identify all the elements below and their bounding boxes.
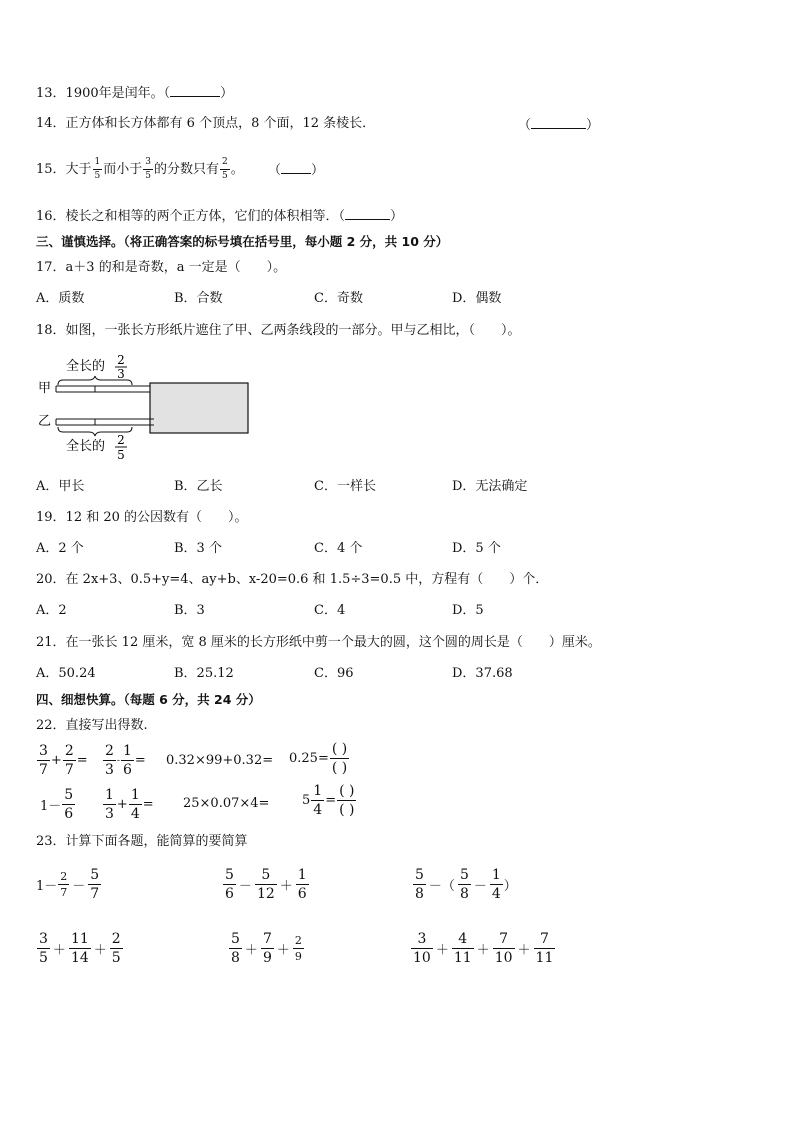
paper-rectangle xyxy=(150,383,248,433)
option-d[interactable]: D．5 个 xyxy=(452,541,501,556)
question-22: 22．直接写出得数. xyxy=(36,718,148,733)
q22-expression-4: 0.25= $\frac{( )}{( )}$ xyxy=(289,741,348,776)
answer-blank[interactable] xyxy=(281,160,311,174)
q23-expression-2: $\frac{5}{6}$ － $\frac{5}{12}$ ＋ $\frac{1}{6}$ xyxy=(225,867,307,902)
question-20: 20．在 2x+3、0.5+y=4、ay+b、x-20=0.6 和 1.5÷3=0.5 中，方程有（ ）个． xyxy=(36,572,549,587)
bottom-label-text: 全长的 xyxy=(66,439,106,454)
section-4-title: 四、细想快算。（每题 6 分，共 24 分） xyxy=(36,692,261,707)
question-15: 15．大于 $\frac{1}{5}$ 而小于 $\frac{3}{5}$ 的分数只有 $\frac{2}{5}$ 。 xyxy=(36,157,244,181)
segment-figure xyxy=(36,353,256,465)
q22-expression-7: 25×0.07×4= xyxy=(183,796,270,811)
answer-blank[interactable] xyxy=(170,83,220,97)
question-19: 19．12 和 20 的公因数有（ ）。 xyxy=(36,510,248,525)
q22-expression-6: $\frac{1}{3}$ + $\frac{1}{4}$ = xyxy=(105,787,154,822)
question-23: 23．计算下面各题，能简算的要简算 xyxy=(36,834,248,849)
question-16: 16．棱长之和相等的两个正方体，它们的体积相等．（ ） xyxy=(36,206,403,226)
q22-expression-3: 0.32×99+0.32= xyxy=(166,753,274,768)
option-b[interactable]: B．乙长 xyxy=(174,479,223,494)
option-b[interactable]: B．合数 xyxy=(174,291,223,306)
label-yi: 乙 xyxy=(38,414,52,429)
question-13: 13．1900年是闰年。（ ） xyxy=(36,83,233,103)
question-18: 18．如图，一张长方形纸片遮住了甲、乙两条线段的一部分。甲与乙相比，（ ）。 xyxy=(36,323,521,338)
option-d[interactable]: D．偶数 xyxy=(452,291,502,306)
question-14: 14．正方体和长方体都有 6 个顶点，8 个面，12 条棱长． xyxy=(36,116,376,131)
label-jia: 甲 xyxy=(38,381,52,396)
section-3-title: 三、谨慎选择。（将正确答案的标号填在括号里，每小题 2 分，共 10 分） xyxy=(36,234,449,249)
option-c[interactable]: C．4 xyxy=(314,603,346,618)
question-17: 17．a＋3 的和是奇数，a 一定是（ ）。 xyxy=(36,260,287,275)
question-14-answer: （ ） xyxy=(518,115,599,135)
top-fraction-denominator: 3 xyxy=(117,367,125,381)
bottom-fraction-numerator: 2 xyxy=(117,433,125,447)
bottom-fraction-denominator: 5 xyxy=(117,448,125,462)
q23-expression-4: $\frac{3}{5}$ ＋ $\frac{11}{14}$ ＋ $\frac{2}{5}$ xyxy=(39,931,121,966)
question-15-answer: （ ） xyxy=(268,160,324,180)
answer-blank[interactable] xyxy=(531,115,586,129)
fraction: $\frac{2}{5}$ xyxy=(222,157,228,181)
q22-expression-5: 1－ $\frac{5}{6}$ xyxy=(40,787,74,822)
fraction: $\frac{3}{5}$ xyxy=(145,157,152,181)
q23-expression-6: $\frac{3}{10}$ ＋ $\frac{4}{11}$ ＋ $\frac{7}{10}$ ＋ $\frac{7}{11}$ xyxy=(413,931,554,966)
top-label-text: 全长的 xyxy=(66,359,106,374)
option-a[interactable]: A．质数 xyxy=(36,291,85,306)
q23-expression-3: $\frac{5}{8}$ －（ $\frac{5}{8}$ － $\frac{1}{4}$ ） xyxy=(415,867,517,902)
option-b[interactable]: B．3 个 xyxy=(174,541,222,556)
option-b[interactable]: B．3 xyxy=(174,603,205,618)
option-a[interactable]: A．2 个 xyxy=(36,541,84,556)
option-d[interactable]: D．37.68 xyxy=(452,666,513,681)
q22-expression-2: $\frac{2}{3}$ - $\frac{1}{6}$ = xyxy=(105,743,146,778)
option-d[interactable]: D．5 xyxy=(452,603,484,618)
option-a[interactable]: A．50.24 xyxy=(36,666,96,681)
option-a[interactable]: A．2 xyxy=(36,603,67,618)
q23-expression-5: $\frac{5}{8}$ ＋ $\frac{7}{9}$ ＋ $\frac{2}{9}$ xyxy=(231,931,302,966)
option-d[interactable]: D．无法确定 xyxy=(452,479,528,494)
answer-blank[interactable] xyxy=(345,206,390,220)
option-c[interactable]: C．96 xyxy=(314,666,354,681)
q22-expression-8: 5 $\frac{1}{4}$ = $\frac{( )}{( )}$ xyxy=(302,783,355,818)
q22-expression-1: $\frac{3}{7}$ + $\frac{2}{7}$ = xyxy=(39,743,88,778)
question-21: 21．在一张长 12 厘米，宽 8 厘米的长方形纸中剪一个最大的圆，这个圆的周长是（ ）厘米。 xyxy=(36,635,601,650)
q23-expression-1: 1－ $\frac{2}{7}$ － $\frac{5}{7}$ xyxy=(36,867,100,902)
option-a[interactable]: A．甲长 xyxy=(36,479,85,494)
option-c[interactable]: C．一样长 xyxy=(314,479,376,494)
option-b[interactable]: B．25.12 xyxy=(174,666,234,681)
option-c[interactable]: C．4 个 xyxy=(314,541,363,556)
option-c[interactable]: C．奇数 xyxy=(314,291,363,306)
top-fraction-numerator: 2 xyxy=(117,353,125,367)
fraction: $\frac{1}{5}$ xyxy=(94,157,101,181)
